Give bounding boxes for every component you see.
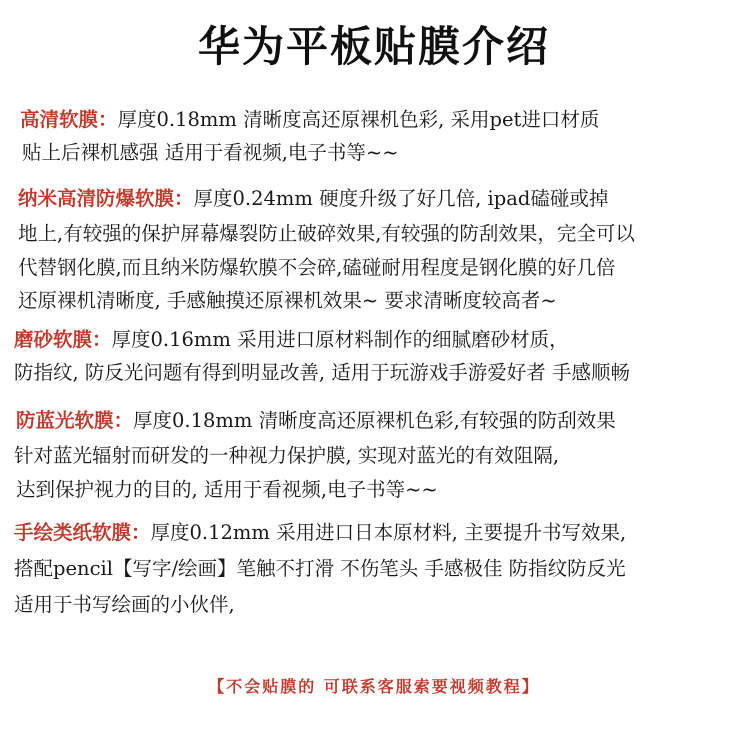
section-heading: 高清软膜： bbox=[20, 108, 118, 131]
section-text: 厚度0.18mm 清晰度高还原裸机色彩, 采用pet进口材质 bbox=[117, 108, 600, 131]
section-heading: 纳米高清防爆软膜： bbox=[18, 187, 194, 210]
section-text: 针对蓝光辐射而研发的一种视力保护膜, 实现对蓝光的有效阻隔, bbox=[14, 444, 560, 467]
section-text: 厚度0.12mm 采用进口日本原材料, 主要提升书写效果, bbox=[150, 521, 627, 544]
section-text: 适用于书写绘画的小伙伴, bbox=[14, 593, 235, 616]
section-text: 厚度0.18mm 清晰度高还原裸机色彩,有较强的防刮效果 bbox=[133, 409, 616, 432]
footer-notice: 【不会贴膜的 可联系客服索要视频教程】 bbox=[208, 677, 540, 696]
section-text: 贴上后裸机感强 适用于看视频,电子书等~~ bbox=[22, 141, 399, 164]
section-text: 防指纹, 防反光问题有得到明显改善, 适用于玩游戏手游爱好者 手感顺畅 bbox=[14, 361, 630, 384]
section-text: 厚度0.24mm 硬度升级了好几倍, ipad磕碰或掉 bbox=[193, 187, 609, 210]
section-text: 厚度0.16mm 采用进口原材料制作的细腻磨砂材质， bbox=[111, 328, 569, 351]
section-text: 地上,有较强的保护屏幕爆裂防止破碎效果,有较强的防刮效果，完全可以 bbox=[18, 222, 635, 245]
section-heading: 防蓝光软膜： bbox=[16, 409, 134, 432]
section-text: 代替钢化膜,而且纳米防爆软膜不会碎,磕碰耐用程度是钢化膜的好几倍 bbox=[18, 256, 616, 279]
section-heading: 磨砂软膜： bbox=[14, 328, 112, 351]
page-title: 华为平板贴膜介绍 bbox=[197, 22, 550, 71]
section-heading: 手绘类纸软膜： bbox=[14, 521, 151, 544]
section-text: 搭配pencil【写字/绘画】笔触不打滑 不伤笔头 手感极佳 防指纹防反光 bbox=[14, 557, 626, 580]
section-text: 达到保护视力的目的, 适用于看视频,电子书等~~ bbox=[16, 478, 438, 501]
section-text: 还原裸机清晰度, 手感触摸还原裸机效果~ 要求清晰度较高者~ bbox=[18, 289, 557, 312]
